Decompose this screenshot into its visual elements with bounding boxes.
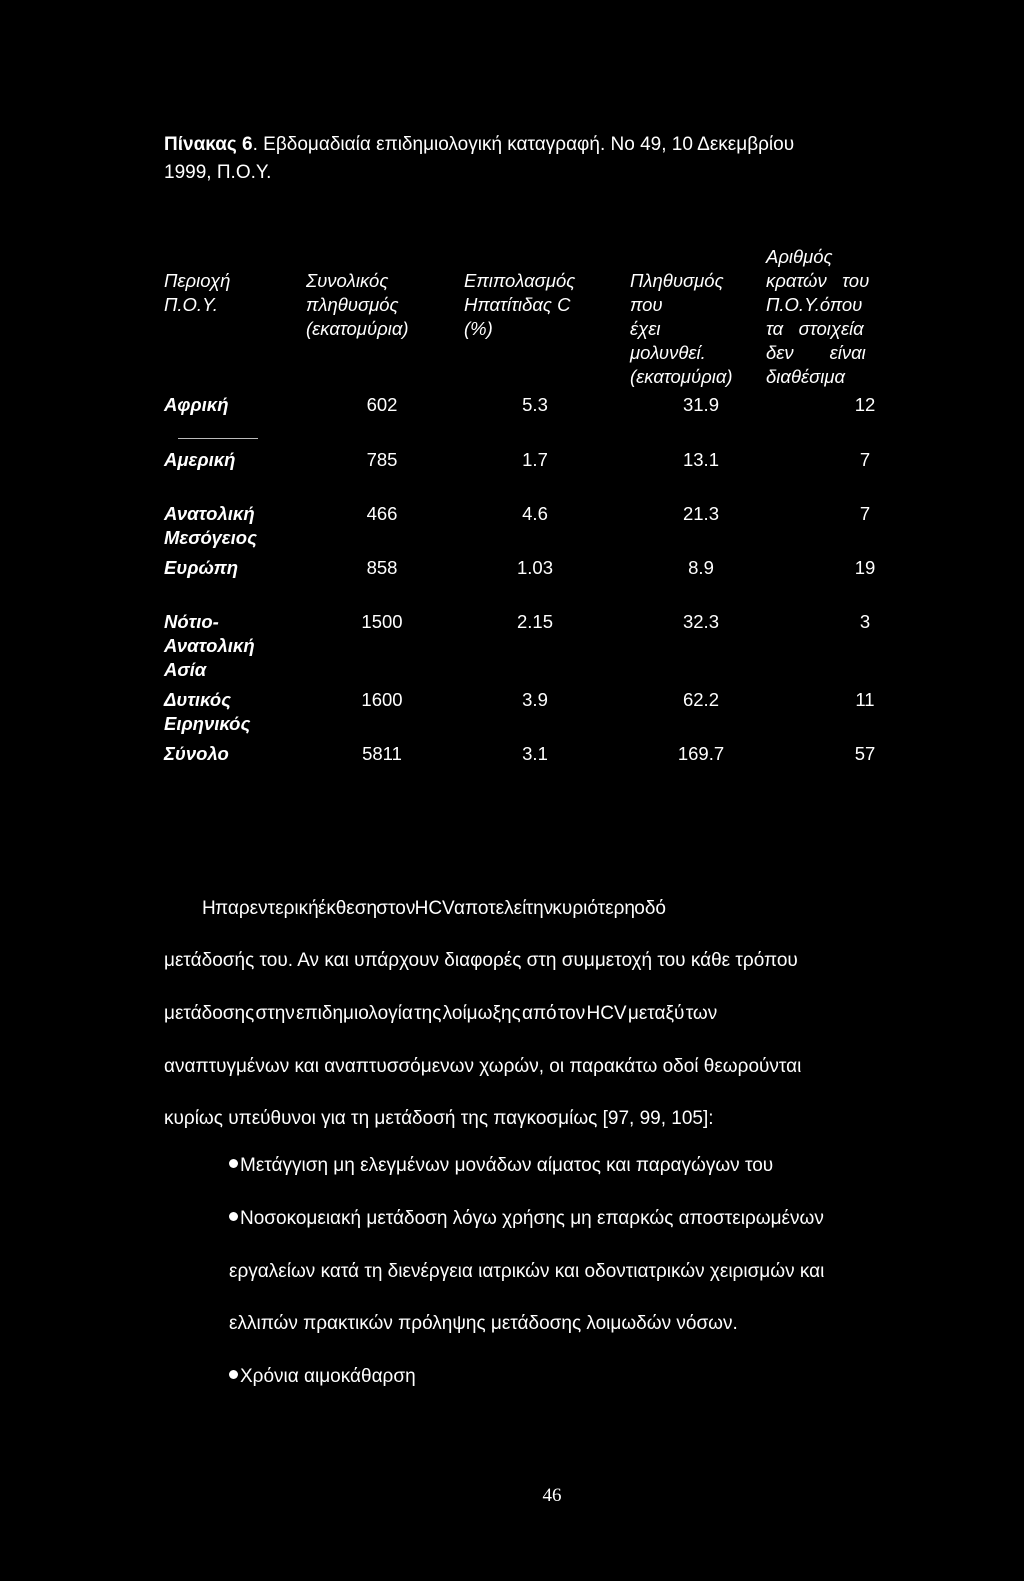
column-header-line: δεν είναι xyxy=(766,342,866,363)
bullet-text: Χρόνια αιμοκάθαρση xyxy=(240,1366,416,1387)
region-cell xyxy=(164,502,257,550)
region-cell xyxy=(164,610,255,682)
column-header-line: (εκατομύρια) xyxy=(306,318,409,339)
column-header-line: διαθέσιμα xyxy=(766,366,846,387)
prevalence-cell: 1.03 xyxy=(516,557,553,578)
bullet-item xyxy=(229,1366,416,1388)
region-cell xyxy=(164,556,238,580)
population-cell: 858 xyxy=(366,557,398,578)
caption-label: Πίνακας 6 xyxy=(164,134,253,155)
bullet-continuation-line: εργαλείων κατά τη διενέργεια ιατρικών και οδοντιατρικών χειρισμών και xyxy=(229,1261,825,1282)
column-header-line: Επιπολασμός xyxy=(464,270,576,291)
column-header-line: Αριθμός xyxy=(766,246,833,267)
caption-line-1 xyxy=(164,131,944,159)
countries-cell: 7 xyxy=(859,503,871,524)
region-line: Αφρική xyxy=(164,394,229,415)
column-header-line: Πληθυσμός xyxy=(630,270,724,291)
paragraph-line: αναπτυγμένων και αναπτυσσόμενων χωρών, οι παρακάτω οδοί θεωρούνται xyxy=(164,1056,802,1077)
region-line: Ασία xyxy=(164,659,207,680)
population-cell: 602 xyxy=(366,394,398,415)
population-cell: 1500 xyxy=(361,611,403,632)
region-line: Ευρώπη xyxy=(164,557,239,578)
region-line: Νότιο- xyxy=(164,611,219,632)
region-line: Ειρηνικός xyxy=(164,713,251,734)
infected-cell: 32.3 xyxy=(682,611,719,632)
population-cell: 785 xyxy=(366,449,398,470)
column-header-line: πληθυσμός xyxy=(306,294,399,315)
population-cell: 466 xyxy=(366,503,398,524)
region-line: Μεσόγειος xyxy=(164,527,257,548)
paragraph-line: μετάδοσής του. Αν και υπάρχουν διαφορές στη συμμετοχή του κάθε τρόπου xyxy=(164,950,798,971)
population-cell: 1600 xyxy=(361,689,403,710)
page-number: 46 xyxy=(542,1485,562,1506)
column-header-4 xyxy=(630,269,770,389)
column-header-line: Συνολικός xyxy=(306,270,389,291)
caption-title: . Εβδομαδιαία επιδημιολογική καταγραφή. Νο 49, 10 Δεκεμβρίου xyxy=(252,134,795,155)
paragraph-line: Η παρεντερική έκθεση στον HCV αποτελεί την κυριότερη οδό xyxy=(202,898,666,919)
countries-cell: 19 xyxy=(854,557,876,578)
bullet-dot-icon xyxy=(229,1370,238,1379)
prevalence-cell: 2.15 xyxy=(516,611,553,632)
column-header-5 xyxy=(766,245,946,389)
column-header-line: (εκατομύρια) xyxy=(630,366,733,387)
region-cell xyxy=(164,742,229,766)
prevalence-cell: 5.3 xyxy=(522,394,548,415)
prevalence-cell: 3.1 xyxy=(522,743,548,764)
countries-cell: 12 xyxy=(854,394,876,415)
infected-cell: 13.1 xyxy=(682,449,719,470)
region-cell xyxy=(164,393,229,417)
region-line: Ανατολική xyxy=(164,503,255,524)
column-header-line: Π.Ο.Υ.όπου xyxy=(766,294,863,315)
countries-cell: 11 xyxy=(855,689,875,710)
caption-line-2: 1999, Π.Ο.Υ. xyxy=(164,162,272,183)
infected-cell: 21.3 xyxy=(682,503,719,524)
region-line: Ανατολική xyxy=(164,635,255,656)
paragraph-line: μετάδοσης στην επιδημιολογία της λοίμωξης από τον HCV μεταξύ των xyxy=(164,1003,718,1024)
region-cell xyxy=(164,448,235,472)
column-header-line: έχει xyxy=(630,318,661,339)
region-line: Σύνολο xyxy=(164,743,229,764)
region-line: Αμερική xyxy=(164,449,236,470)
countries-cell: 57 xyxy=(854,743,876,764)
column-header-line: (%) xyxy=(464,318,493,339)
region-line: Δυτικός xyxy=(164,689,231,710)
bullet-dot-icon xyxy=(229,1212,238,1221)
column-header-line: Π.Ο.Υ. xyxy=(164,294,218,315)
bullet-continuation-line: ελλιπών πρακτικών πρόληψης μετάδοσης λοιμωδών νόσων. xyxy=(229,1313,738,1334)
column-header-2 xyxy=(306,269,456,341)
column-header-3 xyxy=(464,269,614,341)
prevalence-cell: 3.9 xyxy=(522,689,548,710)
table-rule xyxy=(178,438,258,439)
infected-cell: 62.2 xyxy=(682,689,719,710)
bullet-text: Νοσοκομειακή μετάδοση λόγω χρήσης μη επαρκώς αποστειρωμένων xyxy=(240,1208,824,1229)
bullet-text: Μετάγγιση μη ελεγμένων μονάδων αίματος και παραγώγων του xyxy=(240,1155,774,1176)
countries-cell: 7 xyxy=(859,449,871,470)
table-caption xyxy=(164,131,944,187)
column-header-line: κρατών του xyxy=(766,270,870,291)
region-cell xyxy=(164,688,250,736)
bullet-item xyxy=(229,1155,773,1177)
bullet-dot-icon xyxy=(229,1159,238,1168)
column-header-line: Ηπατίτιδας C xyxy=(464,294,571,315)
bullet-item xyxy=(229,1208,824,1230)
prevalence-cell: 1.7 xyxy=(522,449,548,470)
infected-cell: 8.9 xyxy=(688,557,714,578)
infected-cell: 169.7 xyxy=(677,743,725,764)
column-header-1 xyxy=(164,269,294,317)
column-header-line: μολυνθεί. xyxy=(630,342,706,363)
column-header-line: που xyxy=(630,294,663,315)
population-cell: 5811 xyxy=(362,743,402,764)
prevalence-cell: 4.6 xyxy=(522,503,548,524)
countries-cell: 3 xyxy=(859,611,871,632)
epidemiology-table xyxy=(164,245,944,785)
column-header-line: Περιοχή xyxy=(164,270,231,291)
paragraph-line: κυρίως υπεύθυνοι για τη μετάδοσή της παγκοσμίως [97, 99, 105]: xyxy=(164,1108,714,1129)
infected-cell: 31.9 xyxy=(682,394,719,415)
column-header-line: τα στοιχεία xyxy=(766,318,864,339)
